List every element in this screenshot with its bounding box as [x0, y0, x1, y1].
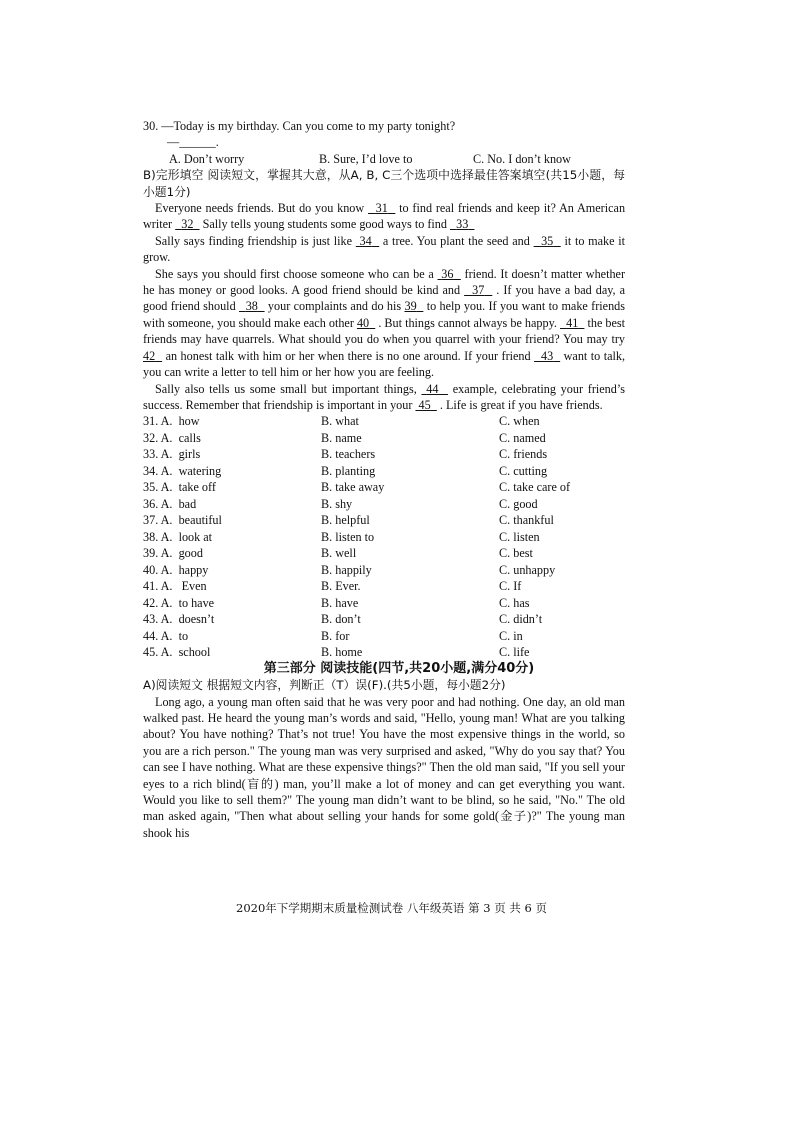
q30-option-c: C. No. I don’t know — [473, 151, 571, 166]
option-row-41: 41. A. Even B. Ever. C. If — [143, 579, 522, 594]
option-row-38: 38. A. look at B. listen to C. listen — [143, 529, 540, 544]
blank-40: 40 — [356, 315, 370, 330]
blank-36: 36 — [441, 266, 454, 281]
q30-options — [143, 151, 625, 167]
option-row-34: 34. A. watering B. planting C. cutting — [143, 463, 548, 478]
option-row-39: 39. A. good B. well C. best — [143, 546, 533, 561]
blank-31: 31 — [375, 201, 388, 216]
blank-34: 34 — [359, 233, 372, 248]
q30-stem: 30. —Today is my birthday. Can you come to my party tonight? — [143, 119, 456, 133]
section-b-instruction: B)完形填空 阅读短文，掌握其大意，从A, B, C三个选项中选择最佳答案填空(共15小题，每小题1分) — [143, 168, 625, 199]
option-row-45: 45. A. school B. home C. life — [143, 645, 530, 660]
part-3-instruction: A)阅读短文 根据短文内容，判断正（T）误(F).(共5小题，每小题2分) — [143, 678, 506, 693]
q30-option-b: B. Sure, I’d love to — [319, 151, 413, 166]
cloze-paragraph-1: Everyone needs friends. But do you know 31 to find real friends and keep it? An American writer 32 Sally tells young students some good ways to find 33 — [143, 201, 626, 232]
blank-42: 42 — [143, 348, 156, 363]
cloze-options — [143, 413, 625, 661]
exam-page — [143, 118, 625, 841]
reading-passage: Long ago, a young man often said that he was very poor and had nothing. One day, an old man walked past. He heard the young man’s words and said, "Hello, young man! What are you talking about? You have nothing? That’s not true! You have the most expensive things in the world, so you are a rich person." The young man was very surprised and asked, "Why do you say that? You can see I have nothing. What are these expensive things?" Then the old man said, "If you sell your eyes to a rich blind(盲的) man, you’ll make a lot of money and can get everything you want. Would you like to sell them?" The young man didn’t want to be blind, so he said, "No." The old man asked again, "Then what about selling your hands for some gold(金子)?" The young man shook his — [143, 694, 625, 840]
option-row-32: 32. A. calls B. name C. named — [143, 430, 546, 445]
blank-41: 41 — [566, 315, 579, 330]
blank-33: 33 — [456, 217, 469, 232]
blank-38: 38 — [245, 299, 258, 314]
blank-35: 35 — [541, 233, 554, 248]
part-3-title: 第三部分 阅读技能(四节,共20小题,满分40分) — [263, 660, 535, 676]
blank-39: 39 — [404, 299, 417, 314]
page-footer: 2020年下学期期末质量检测试卷 八年级英语 第 3 页 共 6 页 — [236, 901, 547, 915]
cloze-paragraph-4: Sally also tells us some small but important things, 44 example, celebrating your friend’s success. Remember that friendship is important in your 45 . Life is great if you have friends. — [143, 381, 625, 412]
q30-blank: —______. — [167, 135, 219, 150]
option-row-36: 36. A. bad B. shy C. good — [143, 496, 538, 511]
cloze-paragraph-3: She says you should first choose someone who can be a 36 friend. It doesn’t matter whether he has money or good looks. A good friend should be kind and 37 . If you have a bad day, a good friend should 38 your complaints and do his 39 to help you. If you want to make friends with someone, you should make each other 40 . But things cannot always be happy. 41 the best friends may have quarrels. What should you do when you quarrel with your friend? You may try 42 an honest talk with him or her when there is no one around. If your friend 43 want to talk, you can write a letter to tell him or her how you are feeling. — [143, 266, 626, 380]
blank-32: 32 — [181, 217, 194, 232]
q30-option-a: A. Don’t worry — [169, 151, 245, 166]
option-row-33: 33. A. girls B. teachers C. friends — [143, 447, 548, 462]
option-row-43: 43. A. doesn’t B. don’t C. didn’t — [143, 612, 543, 627]
option-row-40: 40. A. happy B. happily C. unhappy — [143, 562, 556, 577]
blank-44: 44 — [426, 381, 439, 396]
blank-43: 43 — [541, 348, 554, 363]
blank-45: 45 — [418, 397, 431, 412]
blank-37: 37 — [472, 283, 485, 298]
option-row-42: 42. A. to have B. have C. has — [143, 595, 530, 610]
option-row-44: 44. A. to B. for C. in — [143, 628, 523, 643]
option-row-31: 31. A. how B. what C. when — [143, 414, 540, 429]
option-row-35: 35. A. take off B. take away C. take care of — [143, 480, 571, 495]
cloze-paragraph-2: Sally says finding friendship is just like 34 a tree. You plant the seed and 35 it to make it grow. — [143, 233, 626, 265]
option-row-37: 37. A. beautiful B. helpful C. thankful — [143, 513, 554, 528]
